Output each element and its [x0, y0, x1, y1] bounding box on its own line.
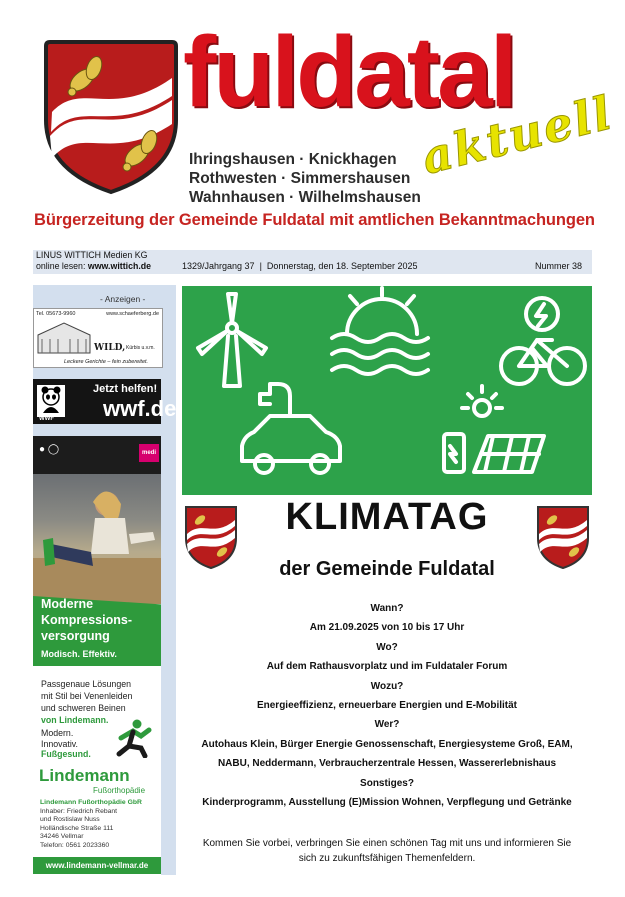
- medi-badge: medi: [139, 444, 159, 462]
- event-title: KLIMATAG: [285, 496, 489, 538]
- place-line: Rothwesten · Simmershausen: [189, 170, 411, 187]
- ad-subline: Modisch. Effektiv.: [41, 649, 117, 659]
- icon-illustration: [182, 286, 592, 495]
- ad-lindemann[interactable]: [33, 436, 161, 875]
- ad-headline-line: versorgung: [41, 629, 110, 643]
- coat-of-arms-logo: [42, 40, 180, 195]
- ad-address-line: Telefon: 0561 2023360: [40, 841, 110, 849]
- detail-question: Wer?: [374, 719, 400, 731]
- electric-car-icon: [242, 384, 340, 473]
- place-line: Ihringshausen · Knickhagen: [189, 151, 397, 168]
- detail-answer: NABU, Neddermann, Verbraucherzentrale Hessen, Wassererlebnishaus: [217, 758, 557, 770]
- wind-turbine-icon: [198, 294, 266, 386]
- runner-icon: [115, 718, 155, 758]
- masthead-subtitle: Bürgerzeitung der Gemeinde Fuldatal mit amtlichen Bekanntmachungen: [34, 211, 595, 229]
- ad-tagline: Leckere Gerichte – fein zubereitet.: [64, 359, 149, 365]
- ad-footer-link[interactable]: www.lindemann-vellmar.de: [33, 857, 161, 874]
- wwf-line1: Jetzt helfen!: [93, 383, 158, 395]
- detail-question: Sonstiges?: [360, 777, 414, 789]
- online-link[interactable]: www.wittich.de: [87, 261, 152, 271]
- panda-icon: [37, 385, 65, 417]
- ad-body-line: und schweren Beinen: [41, 703, 126, 713]
- wwf-logo-text: WWF: [39, 416, 54, 422]
- ad-address-line: 34246 Vellmar: [40, 833, 84, 841]
- place-line: Wahnhausen · Wilhelmshausen: [189, 189, 421, 206]
- icon-panel: [182, 286, 592, 495]
- publisher-name: LINUS WITTICH Medien KG: [36, 250, 148, 260]
- event-subtitle: der Gemeinde Fuldatal: [279, 558, 495, 580]
- ad-body-line: Passgenaue Lösungen: [41, 679, 132, 689]
- ad-address-line: Holländische Straße 111: [40, 824, 114, 832]
- detail-answer: Kinderprogramm, Ausstellung (E)Mission Wohnen, Verpflegung und Getränke: [202, 796, 572, 808]
- wordmark-suffix: aktuell: [416, 85, 619, 185]
- closing-line: sich zu zukunftsfähigen Themenfeldern.: [298, 853, 476, 864]
- detail-answer: Energieeffizienz, erneuerbare Energien und E-Mobilität: [256, 699, 518, 711]
- publisher-block: [36, 250, 151, 272]
- issue-number: Nummer 38: [535, 261, 583, 271]
- wwf-line2: wwf.de: [103, 396, 177, 421]
- ad-body-highlight: von Lindemann.: [41, 715, 109, 725]
- ad-wwf[interactable]: [33, 379, 177, 424]
- ads-label: - Anzeigen -: [100, 294, 146, 304]
- ad-name: WILD,: [94, 343, 126, 353]
- detail-question: Wann?: [370, 603, 404, 614]
- detail-answer: Auf dem Rathausvorplatz und im Fuldataler Forum: [266, 661, 508, 673]
- solar-battery-icon: [444, 386, 544, 472]
- detail-question: Wo?: [376, 641, 398, 653]
- detail-answer: Autohaus Klein, Bürger Energie Genossenschaft, Energiesysteme Groß, EAM,: [201, 738, 573, 750]
- ad-address-line: Inhaber: Friedrich Rebant: [40, 807, 118, 815]
- detail-answer: Am 21.09.2025 von 10 bis 17 Uhr: [309, 622, 465, 634]
- farmhouse-icon: [36, 321, 92, 355]
- hydro-sun-wave-icon: [332, 288, 428, 374]
- ad-url: www.schaeferberg.de: [106, 311, 159, 317]
- ad-address: [40, 799, 142, 851]
- wordmark-title: fuldatal: [183, 16, 515, 128]
- ad-claims: [41, 728, 91, 760]
- e-bike-icon: [501, 298, 585, 384]
- ad-brand-sub: Fußorthopädie: [93, 786, 146, 795]
- ad-phone: Tel. 05673-9960: [36, 311, 76, 317]
- ad-headline-line: Moderne: [41, 597, 94, 611]
- online-prefix: online lesen:: [36, 261, 86, 271]
- issue-info: 1329/Jahrgang 37 | Donnerstag, den 18. September 2025: [182, 261, 418, 271]
- ad-body-line: mit Stil bei Venenleiden: [41, 691, 133, 701]
- ad-claim: Innovativ.: [41, 738, 78, 749]
- social-icons: ● ◯: [39, 444, 60, 455]
- ad-claim-highlight: Fußgesund.: [41, 749, 91, 759]
- ad-headline-line: Kompressions-: [41, 613, 132, 627]
- closing-line: Kommen Sie vorbei, verbringen Sie einen schönen Tag mit uns und informieren Sie: [202, 838, 572, 849]
- seated-woman-photo: [33, 474, 161, 604]
- place-list: [189, 150, 421, 207]
- ad-claim: Modern.: [41, 728, 74, 738]
- ad-extra: Kürbis u.v.m.: [126, 345, 155, 351]
- ad-address-line: und Rostislaw Nuss: [40, 816, 100, 824]
- ad-wild[interactable]: [33, 308, 163, 368]
- detail-question: Wozu?: [370, 680, 404, 692]
- ad-headline: [41, 596, 132, 644]
- ad-company: Lindemann Fußorthopädie GbR: [40, 799, 142, 806]
- ad-brand: Lindemann: [39, 766, 130, 785]
- ad-photo: [33, 474, 161, 604]
- closing-text: [182, 836, 592, 866]
- event-details: [182, 599, 592, 812]
